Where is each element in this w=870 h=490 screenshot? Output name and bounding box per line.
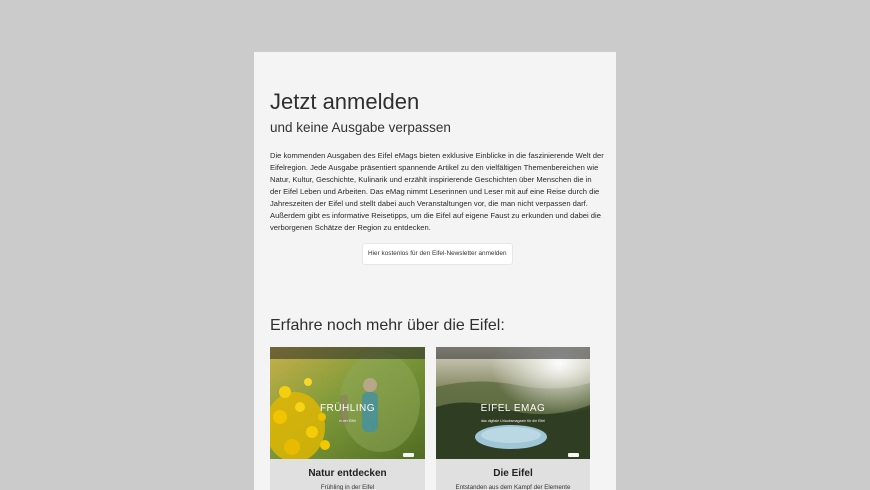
newsletter-panel xyxy=(254,52,616,490)
article-card-spring[interactable] xyxy=(270,347,425,490)
signup-heading: Jetzt anmelden xyxy=(270,89,420,114)
card-thumbnail-title: EIFEL EMAG xyxy=(480,403,546,414)
card-thumbnail-eifel[interactable] xyxy=(436,347,590,459)
card-subtitle: Entstanden aus dem Kampf der Elemente xyxy=(455,484,571,490)
card-thumbnail-title: FRÜHLING xyxy=(319,403,376,414)
card-title[interactable]: Die Eifel xyxy=(493,468,533,479)
signup-subheading: und keine Ausgabe verpassen xyxy=(270,120,451,135)
thumbnail-nav-strip xyxy=(436,347,590,359)
card-thumbnail-caption: in der Eifel xyxy=(339,419,356,423)
signup-intro-text: Die kommenden Ausgaben des Eifel eMags bieten exklusive Einblicke in die faszinierende Welt der Eifelregion. Jede Ausgabe präsentiert spannende Artikel zu den vielfältigen Themenbereichen wie Natur, Kultur, Geschichte, Kulinarik und erzählt inspirierende Geschichten über Menschen die in der Eifel Leben und Arbeiten. Das eMag nimmt Leserinnen und Leser mit auf eine Reise durch die Jahreszeiten der Eifel und stellt dabei auch Veranstaltungen vor, die man nicht verpassen darf. Außerdem gibt es informative Reisetipps, um die Eifel auf eigene Faust zu erkunden und dabei die verborgenen Schätze der Region zu entdecken. xyxy=(270,151,604,232)
card-thumbnail-caption: das digitale Urlaubsmagazin für die Eifel xyxy=(480,419,546,423)
thumbnail-badge xyxy=(403,453,414,457)
article-card-eifel[interactable] xyxy=(436,347,590,490)
card-thumbnail-spring[interactable] xyxy=(270,347,425,459)
thumbnail-nav-strip xyxy=(270,347,425,359)
thumbnail-badge xyxy=(568,453,579,457)
card-title[interactable]: Natur entdecken xyxy=(308,468,387,479)
more-section-heading: Erfahre noch mehr über die Eifel: xyxy=(270,317,505,334)
card-subtitle: Frühling in der Eifel xyxy=(320,484,375,490)
newsletter-signup-button[interactable]: Hier kostenlos für den Eifel-Newsletter anmelden xyxy=(362,243,513,265)
